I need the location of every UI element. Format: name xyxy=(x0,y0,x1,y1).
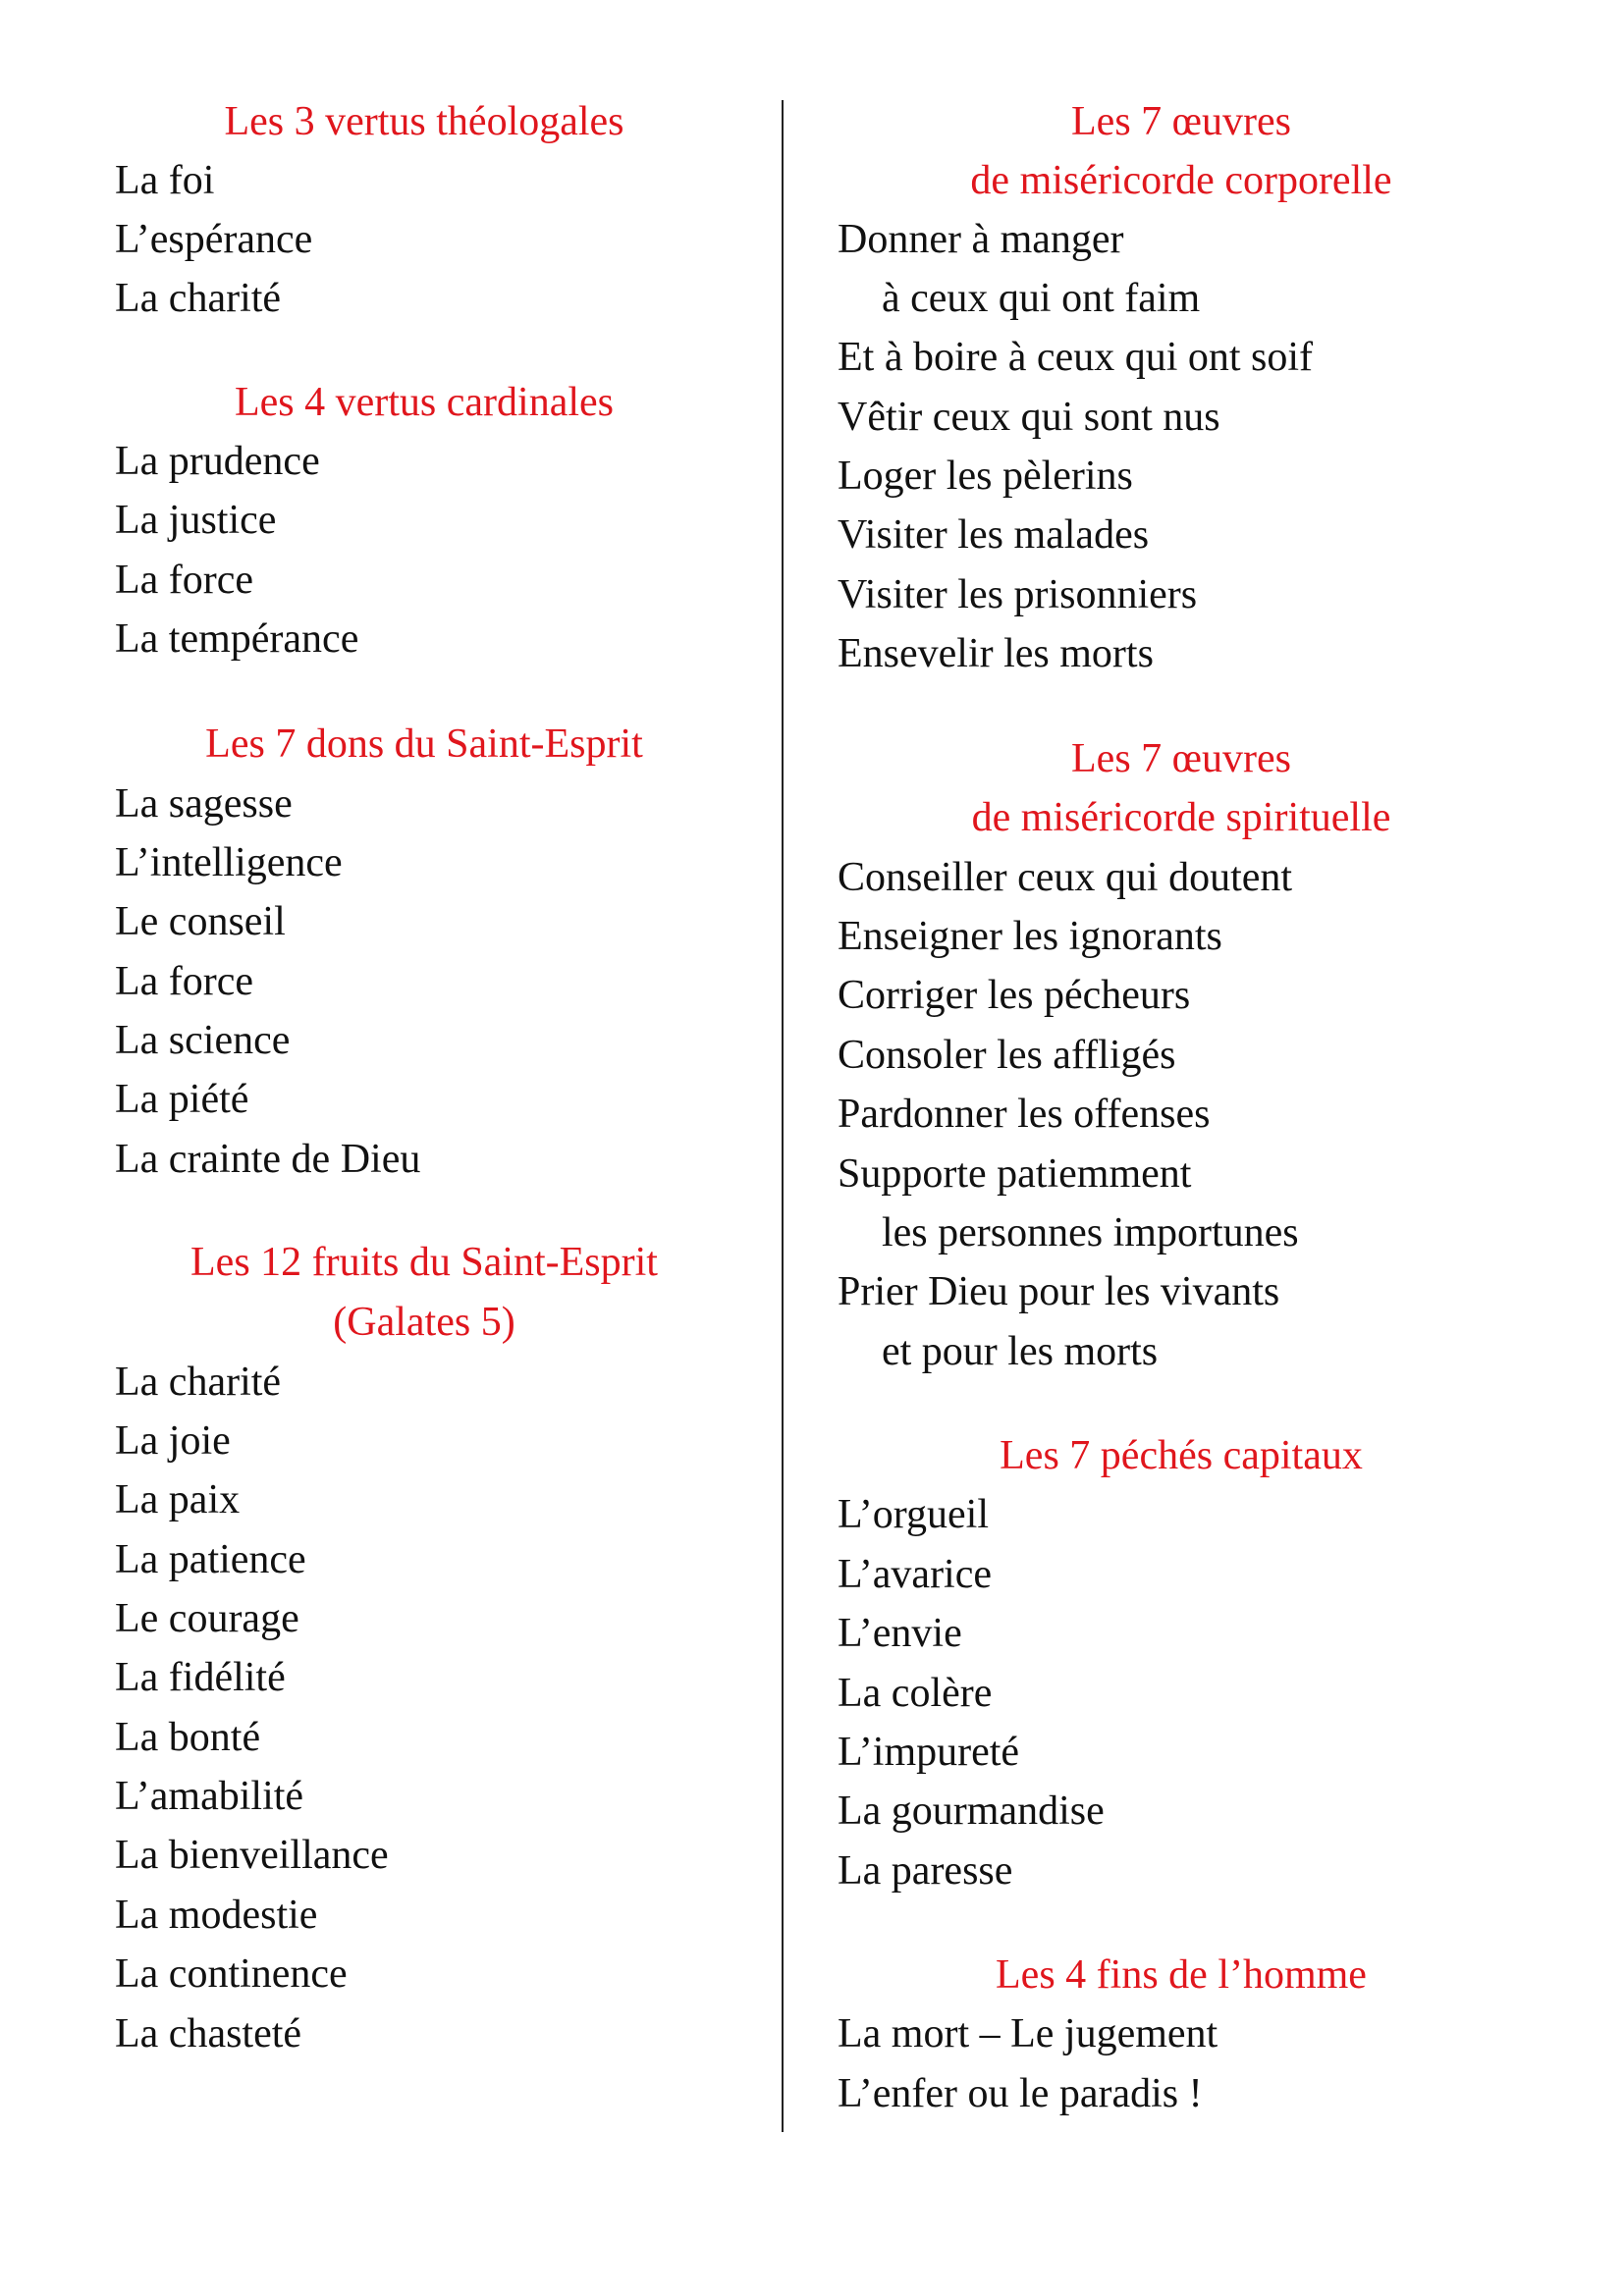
list-item: La chasteté xyxy=(115,2011,302,2056)
section-heading: de miséricorde corporelle xyxy=(970,158,1392,203)
list-item: L’orgueil xyxy=(838,1492,989,1537)
list-item-continuation: les personnes importunes xyxy=(882,1210,1299,1255)
list-item-continuation: et pour les morts xyxy=(882,1329,1159,1374)
list-item: La gourmandise xyxy=(838,1789,1105,1834)
list-item: La patience xyxy=(115,1537,306,1582)
section-heading: Les 7 péchés capitaux xyxy=(1000,1433,1363,1478)
list-item: L’envie xyxy=(838,1611,962,1656)
column-divider xyxy=(782,100,784,2132)
list-item: Enseigner les ignorants xyxy=(838,914,1222,959)
list-item: Prier Dieu pour les vivants xyxy=(838,1269,1280,1314)
list-item: Vêtir ceux qui sont nus xyxy=(838,395,1220,440)
list-item: La modestie xyxy=(115,1893,318,1938)
section-heading-subtitle: (Galates 5) xyxy=(333,1300,515,1345)
section-heading: Les 4 fins de l’homme xyxy=(996,1952,1367,1998)
list-item: La colère xyxy=(838,1671,993,1716)
list-item: Ensevelir les morts xyxy=(838,631,1154,676)
list-item: L’avarice xyxy=(838,1552,993,1597)
list-item: La crainte de Dieu xyxy=(115,1137,421,1182)
list-item: Consoler les affligés xyxy=(838,1033,1176,1078)
list-item: La joie xyxy=(115,1418,231,1464)
list-item: L’amabilité xyxy=(115,1774,304,1819)
section-heading: de miséricorde spirituelle xyxy=(971,795,1391,840)
list-item: La foi xyxy=(115,158,215,203)
list-item: La paix xyxy=(115,1477,241,1522)
list-item: La force xyxy=(115,558,254,603)
list-item: Supporte patiemment xyxy=(838,1151,1192,1197)
section-heading: Les 7 œuvres xyxy=(1071,99,1291,144)
list-item: La force xyxy=(115,959,254,1004)
list-item: La mort – Le jugement xyxy=(838,2011,1218,2056)
list-item: Et à boire à ceux qui ont soif xyxy=(838,335,1314,380)
list-item: Visiter les prisonniers xyxy=(838,572,1198,617)
list-item: La charité xyxy=(115,276,282,321)
list-item: La bienveillance xyxy=(115,1833,389,1878)
list-item: Visiter les malades xyxy=(838,512,1150,558)
section-heading: Les 3 vertus théologales xyxy=(224,99,624,144)
list-item: La prudence xyxy=(115,439,320,484)
section-heading: Les 4 vertus cardinales xyxy=(234,380,615,425)
list-item: L’enfer ou le paradis ! xyxy=(838,2071,1203,2116)
list-item: Loger les pèlerins xyxy=(838,454,1133,499)
list-item: La science xyxy=(115,1018,291,1063)
list-item: L’espérance xyxy=(115,217,313,262)
section-heading: Les 12 fruits du Saint-Esprit xyxy=(190,1240,658,1285)
list-item: Le conseil xyxy=(115,899,286,944)
list-item: Le courage xyxy=(115,1596,299,1641)
list-item: La tempérance xyxy=(115,616,359,662)
list-item-continuation: à ceux qui ont faim xyxy=(882,276,1201,321)
list-item: Corriger les pécheurs xyxy=(838,973,1191,1018)
list-item: La piété xyxy=(115,1077,249,1122)
list-item: Pardonner les offenses xyxy=(838,1092,1211,1137)
list-item: Donner à manger xyxy=(838,217,1124,262)
list-item: La justice xyxy=(115,498,277,543)
section-heading: Les 7 dons du Saint-Esprit xyxy=(205,721,643,767)
list-item: La paresse xyxy=(838,1848,1013,1894)
list-item: La continence xyxy=(115,1951,348,1997)
list-item: L’impureté xyxy=(838,1730,1020,1775)
list-item: La sagesse xyxy=(115,781,293,827)
list-item: La bonté xyxy=(115,1715,261,1760)
list-item: La charité xyxy=(115,1360,282,1405)
list-item: La fidélité xyxy=(115,1655,286,1700)
section-heading: Les 7 œuvres xyxy=(1071,736,1291,781)
list-item: L’intelligence xyxy=(115,840,343,885)
list-item: Conseiller ceux qui doutent xyxy=(838,855,1293,900)
